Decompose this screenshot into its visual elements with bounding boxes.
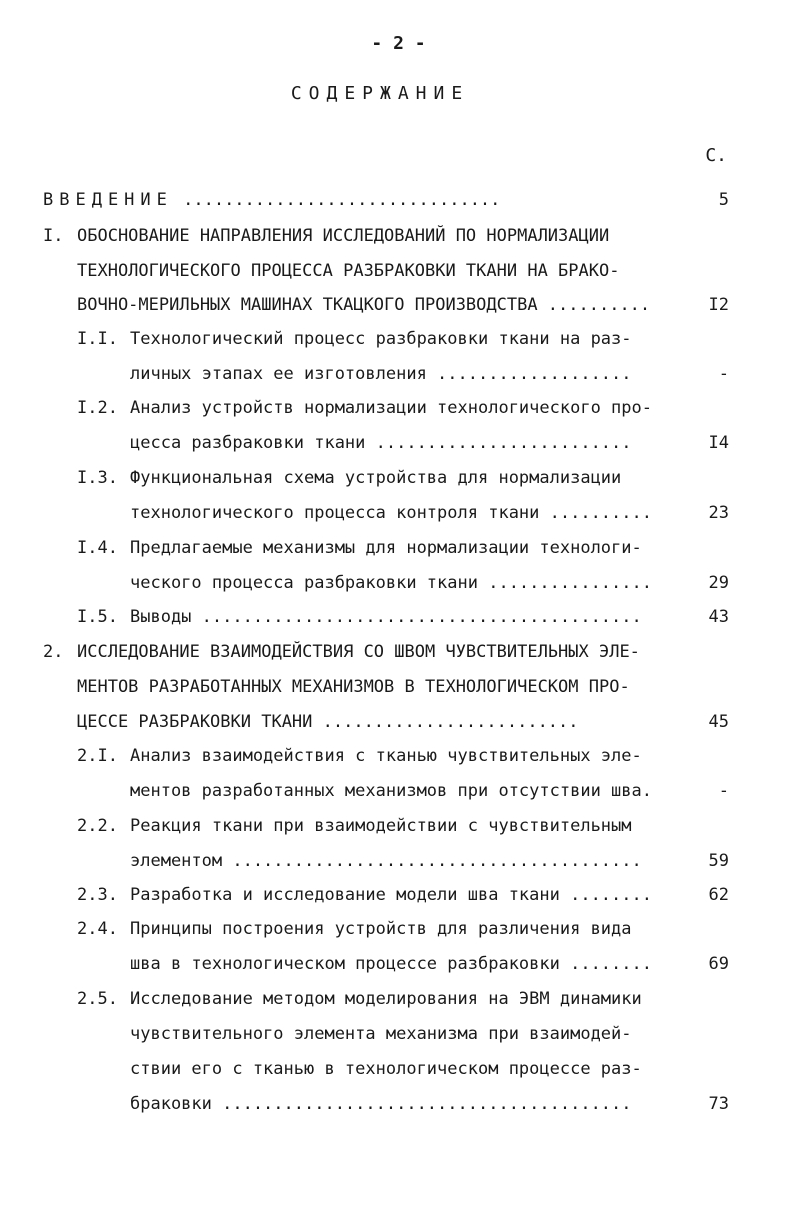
toc-entry-line: Разработка и исследование модели шва ткани ........ (130, 885, 652, 905)
toc-entry-page: 45 (708, 712, 729, 732)
toc-entry-number: 2.I. (77, 746, 118, 766)
toc-entry-line: ТЕХНОЛОГИЧЕСКОГО ПРОЦЕССА РАЗБРАКОВКИ ТКАНИ НА БРАКО- (77, 261, 620, 281)
toc-entry-line: браковки ........................................ (130, 1094, 632, 1114)
page-column-label: С. (705, 145, 727, 166)
toc-entry-page: - (718, 781, 729, 801)
toc-entry-line: Выводы ........................................... (130, 607, 642, 627)
toc-entry-page: 59 (708, 851, 729, 871)
toc-entry-line: шва в технологическом процессе разбраковки ........ (130, 954, 652, 974)
toc-entry-line: Исследование методом моделирования на ЭВМ динамики (130, 989, 642, 1009)
toc-entry-number: I.I. (77, 329, 118, 349)
toc-entry-line: ствии его с тканью в технологическом процессе раз- (130, 1059, 642, 1079)
toc-entry-line: ВОЧНО-МЕРИЛЬНЫХ МАШИНАХ ТКАЦКОГО ПРОИЗВОДСТВА .......... (77, 295, 651, 315)
toc-entry-number: I. (43, 226, 64, 246)
toc-entry-intro (43, 190, 500, 210)
toc-entry-line: МЕНТОВ РАЗРАБОТАННЫХ МЕХАНИЗМОВ В ТЕХНОЛОГИЧЕСКОМ ПРО- (77, 677, 630, 697)
toc-entry-line: Реакция ткани при взаимодействии с чувствительным (130, 816, 632, 836)
toc-entry-line: ОБОСНОВАНИЕ НАПРАВЛЕНИЯ ИССЛЕДОВАНИЙ ПО НОРМАЛИЗАЦИИ (77, 226, 610, 246)
toc-entry-page: 62 (708, 885, 729, 905)
toc-entry-line: Функциональная схема устройства для нормализации (130, 468, 622, 488)
toc-entry-page: 29 (708, 573, 729, 593)
page-number: - 2 - (371, 33, 426, 54)
toc-entry-line: Технологический процесс разбраковки ткани на раз- (130, 329, 632, 349)
toc-entry-line: Анализ устройств нормализации технологического про- (130, 398, 652, 418)
toc-entry-page: - (718, 364, 729, 384)
toc-entry-number: I.5. (77, 607, 118, 627)
toc-entry-line: чувствительного элемента механизма при взаимодей- (130, 1024, 632, 1044)
toc-entry-number: 2.2. (77, 816, 118, 836)
toc-entry-number: 2. (43, 642, 64, 662)
toc-entry-page: I2 (708, 295, 729, 315)
page-title: СОДЕРЖАНИЕ (290, 83, 470, 104)
toc-entry-line: Анализ взаимодействия с тканью чувствительных эле- (130, 746, 642, 766)
toc-entry-line: Принципы построения устройств для различения вида (130, 919, 632, 939)
toc-entry-line: ИССЛЕДОВАНИЕ ВЗАИМОДЕЙСТВИЯ СО ШВОМ ЧУВСТВИТЕЛЬНЫХ ЭЛЕ- (77, 642, 640, 662)
toc-entry-line: цесса разбраковки ткани ......................... (130, 433, 632, 453)
toc-entry-line: личных этапах ее изготовления ................... (130, 364, 632, 384)
toc-entry-page: I4 (708, 433, 729, 453)
toc-entry-number: I.4. (77, 538, 118, 558)
toc-entry-line: ЦЕССЕ РАЗБРАКОВКИ ТКАНИ ......................... (77, 712, 579, 732)
toc-entry-page: 5 (718, 190, 729, 210)
toc-entry-page: 23 (708, 503, 729, 523)
toc-entry-dots: ............................... (172, 190, 501, 210)
toc-entry-line: технологического процесса контроля ткани .......... (130, 503, 652, 523)
toc-entry-number: 2.5. (77, 989, 118, 1009)
toc-entry-page: 73 (708, 1094, 729, 1114)
toc-entry-line: ческого процесса разбраковки ткани ................ (130, 573, 652, 593)
toc-entry-line: элементом ........................................ (130, 851, 642, 871)
toc-entry-page: 43 (708, 607, 729, 627)
toc-entry-page: 69 (708, 954, 729, 974)
toc-entry-number: I.2. (77, 398, 118, 418)
toc-entry-number: 2.4. (77, 919, 118, 939)
toc-entry-number: 2.3. (77, 885, 118, 905)
toc-entry-number: I.3. (77, 468, 118, 488)
toc-entry-line: Предлагаемые механизмы для нормализации технологи- (130, 538, 642, 558)
toc-entry-line: ментов разработанных механизмов при отсутствии шва. (130, 781, 652, 801)
toc-entry-text: ВВЕДЕНИЕ (43, 190, 173, 210)
